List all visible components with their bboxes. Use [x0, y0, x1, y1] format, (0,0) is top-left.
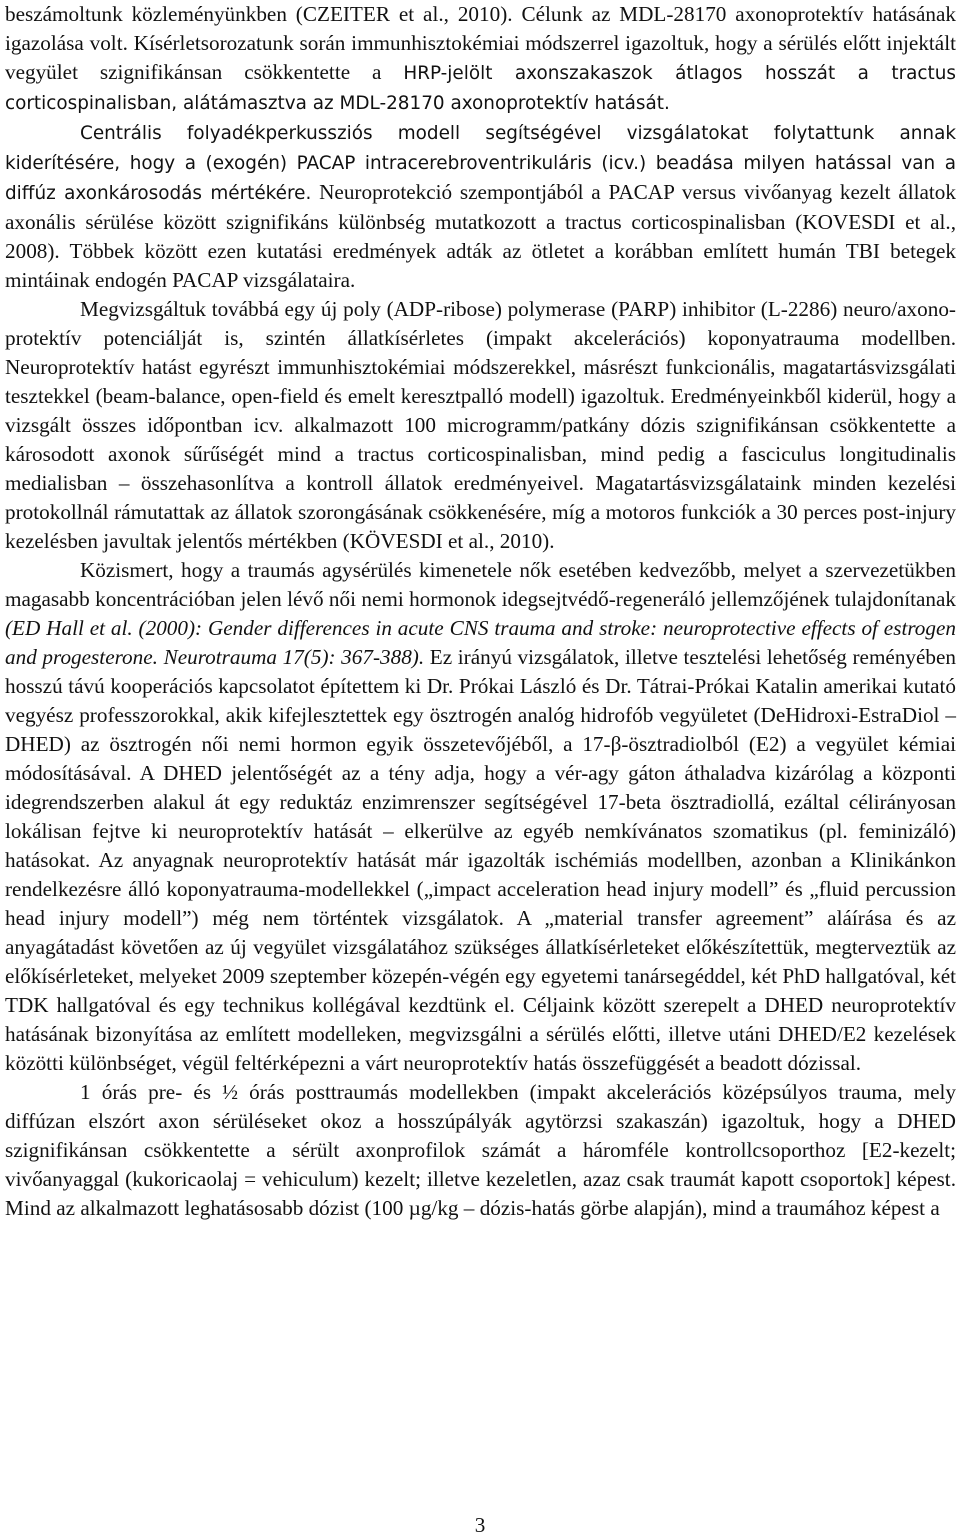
- p1-seg-2: HRP-jelölt axonszakaszok átlagos hosszát a tractus corticospinalisban, alátámasztva az MDL-28170 axonoprotektív hatását.: [5, 63, 956, 114]
- p1-seg-1: beszámoltunk közleményünkben (CZEITER et al., 2010). Célunk az MDL-28170 axonoprotektív hatásának igazolása volt. Kísérletsorozatunk során immunhisztokémiai módszerrel igazoltuk, hogy a sérülés előtt injektált vegyület szignifikánsan csökkentette a: [5, 2, 956, 84]
- document-body: [5, 0, 956, 1223]
- paragraph-1: [5, 0, 956, 118]
- p4-seg-1: Közismert, hogy a traumás agysérülés kimenetele nők esetében kedvezőbb, melyet a szervezetükben magasabb koncentrációban jelen lévő női nemi hormonok idegsejtvédő-regeneráló jellemzőjének tulajdonítanak: [5, 558, 956, 611]
- p2-seg-2: Neuroprotekció szempontjából a PACAP versus vivőanyag kezelt állatok axonális sérülése között szignifikáns különbség mutatkozott a tractus corticospinalisban (KOVESDI et al., 2008). Többek között ezen kutatási eredmények adták az ötletet a korábban említett humán TBI betegek mintáinak endogén PACAP vizsgálataira.: [5, 180, 956, 292]
- paragraph-2: [5, 118, 956, 295]
- p5-seg-1: 1 órás pre- és ½ órás posttraumás modellekben (impakt akcelerációs középsúlyos trauma, mely diffúzan elszórt axon sérüléseket okoz a hosszúpályák agytörzsi szakaszán) igazoltuk, hogy a DHED szignifikánsan csökkentette a sérült axonprofilok számát a háromféle kontrollcsoporthoz [E2-kezelt; vivőanyaggal (kukoricaolaj = vehiculum) kezelt; illetve kezeletlen, azaz csak traumát kapott csoportok] képest. Mind az alkalmazott leghatásosabb dózist (100 µg/kg – dózis-hatás görbe alapján), mind a traumához képest a: [5, 1080, 956, 1220]
- p3-seg-1: Megvizsgáltuk továbbá egy új poly (ADP-ribose) polymerase (PARP) inhibitor (L-2286) neuro/axono-protektív potenciálját is, szintén állatkísérletes (impakt akcelerációs) koponyatrauma modellben. Neuroprotektív hatást egyrészt immunhisztokémiai módszerekkel, másrészt funkcionális, magatartásvizsgálati tesztekkel (beam-balance, open-field és emelt keresztpalló modell) igazoltuk. Eredményeinkből kiderül, hogy a vizsgált összes időpontban icv. alkalmazott 100 microgramm/patkány dózis szignifikánsan csökkentette a károsodott axonok sűrűségét mind a tractus corticospinalisban, mind pedig a fasciculus longitudinalis medialisban – összehasonlítva a kontroll állatok eredményeivel. Magatartásvizsgálataink minden kezelési protokollnál rámutattak az állatok szorongásának csökkenésére, míg a motoros funkciók a 30 perces post-injury kezelésben javultak jelentős mértékben (KÖVESDI et al., 2010).: [5, 297, 956, 553]
- page-number: 3: [474, 1513, 486, 1537]
- p2-seg-1: Centrális folyadékperkussziós modell segítségével vizsgálatokat folytattunk annak kiderítésére, hogy a (exogén) PACAP intracerebroventrikuláris (icv.) beadása milyen hatással van a diffúz axonkárosodás mértékére.: [5, 123, 956, 204]
- paragraph-5: [5, 1078, 956, 1223]
- p4-seg-3: Ez irányú vizsgálatok, illetve tesztelési lehetőség reményében hosszú távú kooperációs kapcsolatot építettem ki Dr. Prókai László és Dr. Tátrai-Prókai Katalin amerikai kutató vegyész professzorokkal, akik kifejlesztettek egy ösztrogén analóg hidrofób vegyületet (DeHidroxi-EstraDiol – DHED) az ösztrogén női nemi hormon egyik összetevőjéből, a 17-β-ösztradiolból (E2) a vegyület kémiai módosításával. A DHED jelentőségét az a tény adja, hogy a vér-agy gáton áthaladva kizárólag a központi idegrendszerben alakul át egy reduktáz enzimrenszer segítségével 17-beta ösztradiollá, ezáltal célirányosan lokálisan fejtve ki neuroprotektív hatását – elkerülve az egyéb nemkívánatos szomatikus (pl. feminizáló) hatásokat. Az anyagnak neuroprotektív hatását már igazolták ischémiás modellben, azonban a Klinikánkon rendelkezésre álló koponyatrauma-modellekkel („impact acceleration head injury modell” és „fluid percussion head injury modell”) még nem történtek vizsgálatok. A „material transfer agreement” aláírása és az anyagátadást követően az új vegyület vizsgálatához szükséges állatkísérleteket előkészítettük, megterveztük az előkísérleteket, melyeket 2009 szeptember közepén-végén egy egyetemi tanársegéddel, két PhD hallgatóval, két TDK hallgatóval és egy technikus kollégával kezdtünk el. Céljaink között szerepelt a DHED neuroprotektív hatásának bizonyítása az említett modelleken, megvizsgálni a sérülés előtti, illetve utáni DHED/E2 kezelések közötti különbséget, végül feltérképezni a várt neuroprotektív hatás összefüggését a beadott dózissal.: [5, 645, 957, 1075]
- paragraph-4: [5, 556, 956, 1078]
- p4-citation: (ED Hall et al. (2000): Gender differences in acute CNS trauma and stroke: neuroprotective effects of estrogen and progesterone. Neurotrauma 17(5): 367-388).: [5, 616, 956, 669]
- paragraph-3: [5, 295, 956, 556]
